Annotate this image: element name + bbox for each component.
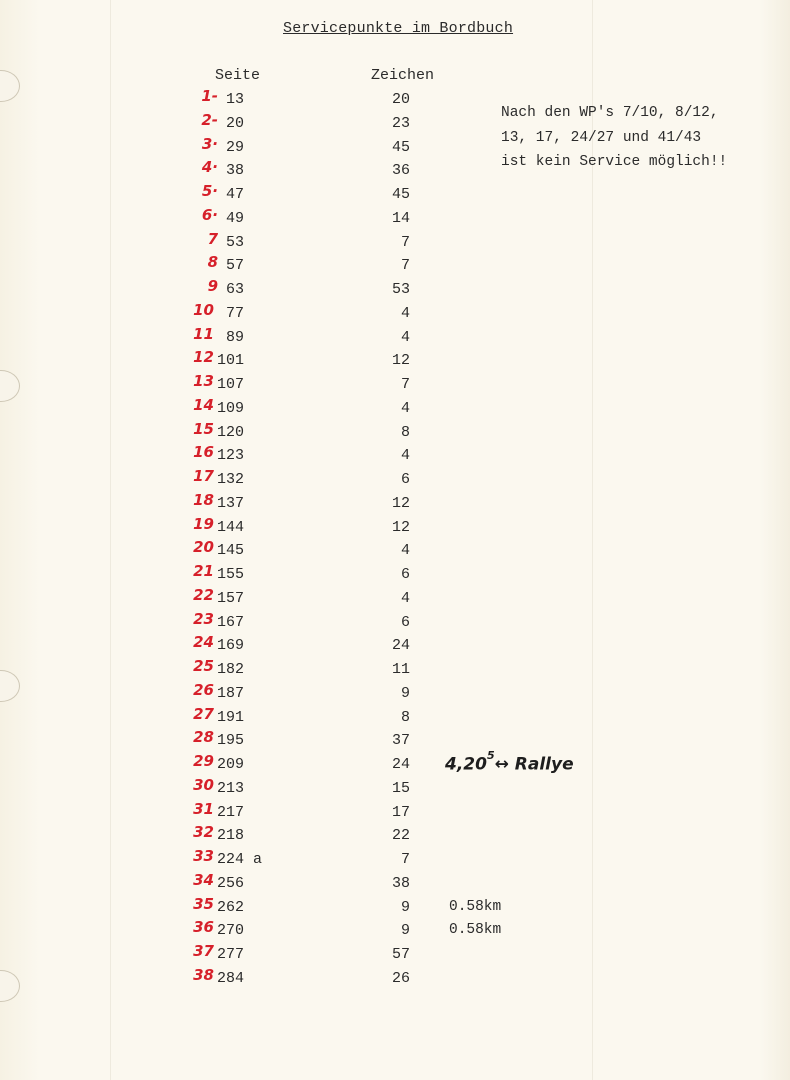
row-seite: 209 (217, 756, 245, 773)
row-seite: 63 (226, 281, 245, 298)
row-zeichen: 7 (400, 257, 410, 274)
table-row (0, 800, 790, 828)
table-row (0, 657, 790, 685)
row-index: 12 (193, 348, 214, 366)
row-zeichen: 4 (400, 305, 410, 322)
row-index: 5· (201, 182, 218, 200)
row-seite: 20 (226, 115, 245, 132)
row-zeichen: 45 (391, 139, 410, 156)
row-zeichen: 6 (400, 471, 410, 488)
table-row (0, 562, 790, 590)
row-index: 6· (201, 206, 218, 224)
row-zeichen: 26 (391, 970, 410, 987)
row-index: 1- (201, 87, 218, 105)
row-index: 15 (193, 420, 214, 438)
row-index: 24 (193, 633, 214, 651)
table-row (0, 847, 790, 875)
row-index: 2- (201, 111, 218, 129)
row-index: 38 (193, 966, 214, 984)
row-seite: 120 (217, 424, 245, 441)
table-row (0, 206, 790, 234)
table-row (0, 515, 790, 543)
row-index: 20 (193, 538, 214, 556)
row-seite: 217 (217, 804, 245, 821)
table-row (0, 396, 790, 424)
hw-superscript: 5 (486, 749, 495, 762)
row-seite: 195 (217, 732, 245, 749)
row-seite: 155 (217, 566, 245, 583)
row-zeichen: 24 (391, 756, 410, 773)
row-index: 25 (193, 657, 214, 675)
row-zeichen: 9 (400, 922, 410, 939)
hw-value: 4,20 (445, 754, 487, 775)
row-seite: 157 (217, 590, 245, 607)
row-index: 10 (193, 301, 214, 319)
hw-arrow-icon: ↔ (494, 754, 509, 775)
row-zeichen: 7 (400, 234, 410, 251)
table-row (0, 610, 790, 638)
row-index: 27 (193, 705, 214, 723)
row-zeichen: 4 (400, 542, 410, 559)
row-index: 31 (193, 800, 214, 818)
row-zeichen: 4 (400, 329, 410, 346)
row-seite: 137 (217, 495, 245, 512)
row-zeichen: 36 (391, 162, 410, 179)
row-seite: 191 (217, 709, 245, 726)
row-seite: 284 (217, 970, 245, 987)
row-seite: 169 (217, 637, 245, 654)
table-row (0, 348, 790, 376)
row-seite: 144 (217, 519, 245, 536)
row-zeichen: 14 (391, 210, 410, 227)
table-row (0, 918, 790, 946)
row-seite: 167 (217, 614, 245, 631)
row-seite: 132 (217, 471, 245, 488)
row-zeichen: 11 (391, 661, 410, 678)
row-seite: 29 (226, 139, 245, 156)
row-seite: 13 (226, 91, 245, 108)
table-row (0, 966, 790, 994)
row-index: 30 (193, 776, 214, 794)
table-row (0, 158, 790, 186)
row-zeichen: 12 (391, 352, 410, 369)
row-zeichen: 53 (391, 281, 410, 298)
row-seite: 256 (217, 875, 245, 892)
row-zeichen: 38 (391, 875, 410, 892)
table-row (0, 230, 790, 258)
table-row (0, 586, 790, 614)
row-zeichen: 4 (400, 400, 410, 417)
table-row (0, 705, 790, 733)
row-remark: 0.58km (449, 899, 502, 915)
row-zeichen: 4 (400, 447, 410, 464)
row-seite: 145 (217, 542, 245, 559)
row-remark: 0.58km (449, 922, 502, 938)
row-seite: 182 (217, 661, 245, 678)
table-row (0, 301, 790, 329)
table-row (0, 871, 790, 899)
row-seite: 38 (226, 162, 245, 179)
row-seite: 277 (217, 946, 245, 963)
table-row (0, 491, 790, 519)
row-zeichen: 15 (391, 780, 410, 797)
row-zeichen: 12 (391, 519, 410, 536)
row-zeichen: 24 (391, 637, 410, 654)
row-index: 26 (193, 681, 214, 699)
table-row (0, 895, 790, 923)
note-line: 13, 17, 24/27 und 41/43 (501, 129, 702, 146)
row-index: 28 (193, 728, 214, 746)
row-seite: 213 (217, 780, 245, 797)
row-zeichen: 17 (391, 804, 410, 821)
table-row (0, 633, 790, 661)
row-index: 33 (193, 847, 214, 865)
row-zeichen: 57 (391, 946, 410, 963)
row-index: 19 (193, 515, 214, 533)
row-seite: 57 (226, 257, 245, 274)
row-index: 29 (193, 752, 214, 770)
row-zeichen: 9 (400, 685, 410, 702)
note-line: ist kein Service möglich!! (501, 154, 728, 170)
note-line: Nach den WP's 7/10, 8/12, (501, 105, 719, 121)
row-zeichen: 4 (400, 590, 410, 607)
row-index: 16 (193, 443, 214, 461)
row-seite: 53 (226, 234, 245, 251)
table-row (0, 277, 790, 305)
row-zeichen: 7 (400, 376, 410, 393)
table-row (0, 776, 790, 804)
row-index: 4· (201, 158, 218, 176)
row-index: 17 (193, 467, 214, 485)
row-index: 11 (193, 325, 214, 343)
row-index: 37 (193, 942, 214, 960)
row-seite: 109 (217, 400, 245, 417)
row-zeichen: 12 (391, 495, 410, 512)
row-seite: 107 (217, 376, 245, 393)
header-seite: Seite (215, 67, 261, 84)
table-row (0, 87, 790, 115)
table-row (0, 372, 790, 400)
row-zeichen: 8 (400, 424, 410, 441)
table-row (0, 253, 790, 281)
row-index: 8 (207, 253, 218, 271)
row-zeichen: 8 (400, 709, 410, 726)
table-row (0, 467, 790, 495)
table-row (0, 942, 790, 970)
row-seite: 89 (226, 329, 245, 346)
row-index: 13 (193, 372, 214, 390)
row-seite: 218 (217, 827, 245, 844)
row-zeichen: 7 (400, 851, 410, 868)
row-seite: 262 (217, 899, 245, 916)
row-index: 21 (193, 562, 214, 580)
header-zeichen: Zeichen (371, 67, 435, 84)
row-index: 7 (207, 230, 218, 248)
table-row (0, 538, 790, 566)
row-seite: 123 (217, 447, 245, 464)
handwritten-note (445, 749, 574, 775)
row-zeichen: 37 (391, 732, 410, 749)
table-row (0, 443, 790, 471)
table-row (0, 728, 790, 756)
table-row (0, 182, 790, 210)
row-zeichen: 23 (391, 115, 410, 132)
row-zeichen: 20 (391, 91, 410, 108)
row-zeichen: 6 (400, 614, 410, 631)
page-title: Servicepunkte im Bordbuch (283, 20, 514, 37)
row-index: 9 (207, 277, 218, 295)
row-seite: 77 (226, 305, 245, 322)
row-index: 3· (201, 135, 218, 153)
table-row (0, 325, 790, 353)
row-seite: 47 (226, 186, 245, 203)
row-index: 34 (193, 871, 214, 889)
row-index: 35 (193, 895, 214, 913)
row-seite: 270 (217, 922, 245, 939)
row-seite: 49 (226, 210, 245, 227)
row-index: 14 (193, 396, 214, 414)
table-row (0, 752, 790, 780)
table-row (0, 823, 790, 851)
row-index: 23 (193, 610, 214, 628)
row-index: 32 (193, 823, 214, 841)
row-index: 36 (193, 918, 214, 936)
row-zeichen: 22 (391, 827, 410, 844)
row-zeichen: 6 (400, 566, 410, 583)
table-row (0, 420, 790, 448)
row-zeichen: 45 (391, 186, 410, 203)
row-seite: 101 (217, 352, 245, 369)
row-index: 18 (193, 491, 214, 509)
hw-word: Rallye (514, 754, 574, 775)
row-seite: 224 a (217, 851, 263, 868)
row-seite: 187 (217, 685, 245, 702)
row-index: 22 (193, 586, 214, 604)
table-row (0, 681, 790, 709)
row-zeichen: 9 (400, 899, 410, 916)
